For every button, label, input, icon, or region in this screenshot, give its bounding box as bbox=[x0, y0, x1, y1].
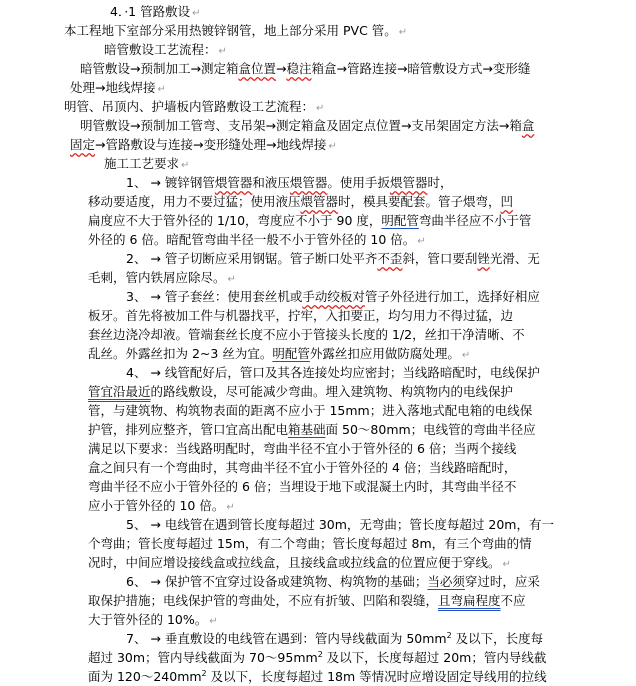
text-line bbox=[88, 269, 236, 287]
text-run: 2、 → 管子切断应采用钢锯。管子断口处平齐 bbox=[126, 251, 378, 266]
text-run: 和液压 bbox=[252, 175, 290, 190]
text-run: 及以下，长度每 bbox=[451, 631, 544, 646]
text-line bbox=[126, 174, 452, 192]
text-run: 施工工艺要求 bbox=[104, 156, 180, 171]
text-run: 煨管器 bbox=[300, 194, 339, 209]
text-line bbox=[70, 79, 166, 97]
text-line bbox=[88, 421, 536, 439]
paragraph-mark-icon: ↵ bbox=[192, 8, 201, 19]
text-line bbox=[88, 478, 516, 496]
text-run: 1、 → 镀锌钢管 bbox=[126, 175, 215, 190]
text-run: 时，模具要配套。管子煨弯， bbox=[338, 194, 501, 209]
paragraph-mark-icon: ↵ bbox=[502, 559, 511, 570]
text-line bbox=[88, 668, 547, 686]
text-line bbox=[88, 231, 426, 249]
text-line bbox=[126, 288, 540, 306]
text-run: 及以下，长度每超过 18m 等情况时应增设固定导线用的拉线 bbox=[206, 669, 547, 684]
text-run: 凹 bbox=[500, 194, 514, 209]
text-run: 外露丝扣应用做防腐处理。 bbox=[309, 346, 460, 361]
text-line bbox=[64, 22, 407, 40]
text-run: 2 bbox=[317, 649, 323, 659]
text-run: 盒 bbox=[521, 118, 535, 133]
text-run: 及以下，长度每超过 20m；管内导线截 bbox=[322, 650, 547, 665]
text-line bbox=[88, 592, 526, 610]
text-run: 盒位置 bbox=[238, 61, 276, 76]
text-run: 箱基础 bbox=[288, 422, 326, 437]
text-run: 3、 → 管子套丝：使用套丝机或 bbox=[126, 289, 303, 304]
text-run: 暗管敷设工艺流程： bbox=[104, 42, 217, 57]
text-line bbox=[126, 573, 540, 591]
text-run: 弯曲半径不应小于管外径的 6 倍；当埋设于地下或混凝土内时，其弯曲半径不 bbox=[88, 479, 517, 494]
text-line bbox=[64, 98, 324, 116]
text-run: 满足以下要求：当线路明配时，弯曲半径不宜小于管外径的 6 倍；当两个接线 bbox=[88, 441, 517, 456]
text-line bbox=[104, 155, 189, 173]
text-line bbox=[88, 649, 546, 667]
paragraph-mark-icon: ↵ bbox=[398, 27, 408, 38]
text-run: 手动绞板对 bbox=[302, 289, 365, 304]
text-line bbox=[88, 193, 513, 211]
text-run: 面为 120～240mm bbox=[88, 669, 202, 684]
paragraph-mark-icon: ↵ bbox=[328, 141, 337, 152]
text-run: 煨管器 bbox=[389, 175, 428, 190]
text-run: 盒之间只有一个弯曲时，其弯曲半径不宜小于管外径的 4 倍；当线路暗配时， bbox=[88, 460, 517, 475]
paragraph-mark-icon: ↵ bbox=[218, 46, 227, 57]
text-run: 箱盒→管路连接→暗管敷设方式→变形缝 bbox=[311, 61, 531, 76]
text-run: 套丝边浇冷却液。管端套丝长度不应小于管接头长度的 1/2，丝扣干净清晰、不 bbox=[88, 327, 525, 342]
text-run: 明管敷设→预制加工管弯、支吊架→测定箱盒及固定点位置→支吊架固定方法→箱 bbox=[80, 118, 522, 133]
text-run: 取保护措施；电线保护管的弯曲处，不应有折皱、凹陷和裂缝， bbox=[88, 593, 439, 608]
text-run: 6、 → 保护管不宜穿过设备或建筑物、构筑物的基础； bbox=[126, 574, 428, 589]
text-line bbox=[88, 345, 470, 363]
text-line bbox=[88, 212, 531, 230]
text-run: 煨管器 bbox=[289, 175, 328, 190]
text-run: 面 50～80mm；电线管的弯曲半径应 bbox=[325, 422, 536, 437]
text-run: 。使用手扳 bbox=[327, 175, 390, 190]
heading-text: 4．·1 管路敷设 bbox=[110, 4, 191, 19]
text-run: 穿过时，应采 bbox=[464, 574, 540, 589]
text-run: 外径的 6 倍。暗配管弯曲半径一般不小于管外径的 10 倍。 bbox=[88, 232, 416, 247]
paragraph-mark-icon: ↵ bbox=[227, 274, 236, 285]
paragraph-mark-icon: ↵ bbox=[209, 616, 218, 627]
text-run: 明配管 bbox=[272, 346, 310, 361]
text-run: 光滑、无 bbox=[489, 251, 540, 266]
text-run: 当必须 bbox=[427, 574, 465, 589]
text-run: 明配管 bbox=[381, 213, 419, 228]
text-run: 5、 → 电线管在遇到管长度每超过 30m，无弯曲；管长度每超过 20m，有一 bbox=[126, 517, 554, 532]
text-run: 固定 bbox=[70, 137, 96, 152]
text-run: 管，与建筑物、构筑物表面的距离不应小于 15mm；进入落地式配电箱的电线保 bbox=[88, 403, 533, 418]
paragraph-mark-icon: ↵ bbox=[417, 236, 426, 247]
text-line bbox=[88, 459, 516, 477]
text-line bbox=[88, 307, 513, 325]
text-run: 管子外径进行加工，选择好相应 bbox=[364, 289, 540, 304]
text-run: 移动要适度，用力不要过猛；使用液压 bbox=[88, 194, 301, 209]
paragraph-mark-icon: ↵ bbox=[157, 84, 166, 95]
text-run: 不应 bbox=[500, 593, 526, 608]
text-run: 2 bbox=[201, 668, 207, 678]
text-run: →管路敷设与连接→变形缝处理→地线焊接 bbox=[95, 137, 327, 152]
text-run: 超过 30m；管内导线截面为 70～95mm bbox=[88, 650, 318, 665]
text-line bbox=[80, 60, 530, 78]
text-line bbox=[80, 117, 534, 135]
text-run: 煨管器 bbox=[214, 175, 253, 190]
text-run: 锉 bbox=[477, 251, 490, 266]
text-line bbox=[126, 364, 540, 382]
text-line bbox=[88, 440, 516, 458]
text-run: 弯曲半径应不小于管 bbox=[418, 213, 532, 228]
text-run: 板牙。首先将被加工件与机器找平，拧牢，入扣要正，均匀用力不得过猛，边 bbox=[88, 308, 514, 323]
paragraph-mark-icon: ↵ bbox=[181, 160, 190, 171]
text-line bbox=[88, 611, 218, 629]
paragraph-mark-icon: ↵ bbox=[461, 350, 471, 361]
text-run: 2 bbox=[446, 630, 452, 640]
section-heading bbox=[110, 3, 201, 21]
text-run: 稳注 bbox=[286, 61, 312, 76]
text-run: 管宜沿最近 bbox=[88, 384, 151, 399]
paragraph-mark-icon: ↵ bbox=[316, 103, 325, 114]
text-line bbox=[70, 136, 337, 154]
text-run: 个弯曲；管长度每超过 15m，有二个弯曲；管长度每超过 8m，有三个弯曲的情 bbox=[88, 536, 532, 551]
text-run: 时， bbox=[427, 175, 453, 190]
text-run: 乱丝。外露丝扣为 2~3 丝为宜。 bbox=[88, 346, 273, 361]
text-line bbox=[126, 250, 540, 268]
text-line bbox=[126, 630, 543, 648]
text-line bbox=[88, 554, 511, 572]
paragraph-mark-icon: ↵ bbox=[226, 502, 235, 513]
text-run: 且弯扁程度 bbox=[438, 593, 501, 608]
text-line bbox=[104, 41, 227, 59]
text-run: 护管，排列应整齐，管口宜高出配电 bbox=[88, 422, 289, 437]
text-run: 不歪 bbox=[377, 251, 403, 266]
text-run: 斜，管口要刮 bbox=[402, 251, 478, 266]
text-line bbox=[88, 326, 525, 344]
text-run: 扁度应不大于管外径的 1/10，弯度应不小于 90 度， bbox=[88, 213, 382, 228]
text-run: 大于管外径的 10%。 bbox=[88, 612, 208, 627]
text-run: → bbox=[275, 61, 287, 76]
text-line bbox=[88, 535, 532, 553]
text-run: 7、 → 垂直敷设的电线管在遇到：管内导线截面为 50mm bbox=[126, 631, 447, 646]
text-run: 况时，中间应增设接线盒或拉线盒，且接线盒或拉线盒的位置应便于穿线。 bbox=[88, 555, 501, 570]
text-run: 4、 → 线管配好后，管口及其各连接处均应密封；当线路暗配时，电线保护 bbox=[126, 365, 540, 380]
text-line bbox=[126, 516, 554, 534]
text-run: 暗管敷设→预制加工→测定箱 bbox=[80, 61, 239, 76]
text-run: 本工程地下室部分采用热镀锌钢管，地上部分采用 PVC 管。 bbox=[64, 23, 397, 38]
text-run: 的路线敷设，尽可能减少弯曲。埋入建筑物、构筑物内的电线保护 bbox=[150, 384, 514, 399]
text-run: 明管、吊顶内、护墙板内管路敷设工艺流程： bbox=[64, 99, 315, 114]
text-run: 毛刺，管内铁屑应除尽。 bbox=[88, 270, 226, 285]
text-run: 处理→地线焊接 bbox=[70, 80, 156, 95]
text-line bbox=[88, 402, 532, 420]
text-run: 应小于管外径的 10 倍。 bbox=[88, 498, 225, 513]
text-line bbox=[88, 497, 235, 515]
text-line bbox=[88, 383, 513, 401]
